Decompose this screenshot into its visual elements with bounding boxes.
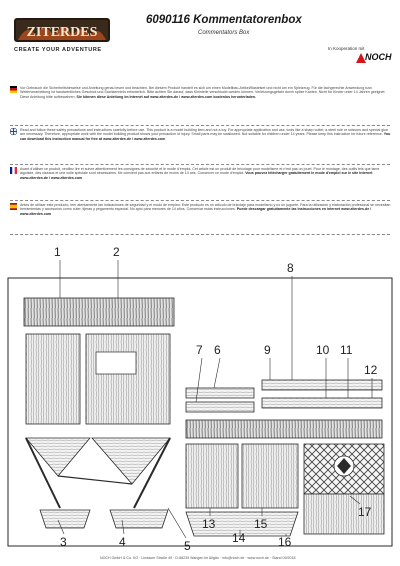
part-label-17: 17	[358, 505, 372, 519]
part-panel-15	[242, 444, 298, 508]
part-label-15: 15	[254, 517, 268, 531]
footer-address: NOCH GmbH & Co. KG · Lindauer Straße 49 · D-88239 Wangen im Allgäu · info@noch.de · www.noch.de · Stand 09/2018	[100, 556, 296, 560]
part-label-16: 16	[278, 535, 292, 549]
part-label-11: 11	[340, 343, 353, 357]
part-label-13: 13	[202, 517, 216, 531]
instructions-text-en: Read and follow these safety precautions and instructions carefully before use. This product is a model building item and not a toy. For appropriate application and use, tools like a sharp cutter, a steel rule or scissors and special glue are necessary. Therefore, appropriate work with the model building product shows your precaution of injury. Small parts may be swallowed. Not suitable for children under 14 years. Please keep this instruction for future reference. You can download this instruction manual for free at www.ziterdes.de / www.ziterdes.com	[20, 128, 391, 141]
part-panel-13	[186, 444, 238, 508]
instructions-text-de: Vor Gebrauch die Sicherheitshinweise und Anleitung genau lesen und beachten. Bei diesem Produkt handelt es sich um einen Modellbau-Artikel/Bastelset und nicht um ein Spielzeug. Für die fachgerechte Anwendung bzw. Weiterverarbeitung ist handwerkliches Geschick und Sachkenntnis erforderlich. Bitte achten Sie darauf, dass Kleinteile verschluckt werden können. Verletzungsgefahr durch spitze Kanten. Nicht für Kinder unter 14 Jahren geeignet. Diese Anleitung bitte aufbewahren. Sie können diese Anleitung im Internet auf www.ziterdes.de / www.ziterdes.com kostenlos herunterladen.	[20, 86, 386, 99]
svg-text:ZITERDES: ZITERDES	[26, 25, 98, 40]
part-label-6: 6	[214, 343, 221, 357]
part-foot-left	[40, 510, 90, 528]
brand-tagline: CREATE YOUR ADVENTURE	[14, 47, 102, 53]
part-label-4: 4	[119, 535, 126, 549]
part-label-5: 5	[184, 539, 191, 553]
part-foot-right	[110, 510, 168, 528]
product-title: 6090116 Kommentatorenbox	[146, 14, 302, 26]
part-label-7: 7	[196, 343, 203, 357]
instructions-text-fr: Avant d'utiliser ce produit, veuillez lire et suivre attentivement les consignes de sécurité et le mode d'emploi. Cet article est un produit de bricolage pour modélisme et n'est pas un jouet. Pour le montage, des outils tels que lame aiguisée, des ciseaux et une colle spéciale sont nécessaires. Ne convient pas aux enfants de moins de 14 ans. Conserver ce mode d'emploi. Vous pouvez télécharger gratuitement le mode d'emploi sur le site internet www.ziterdes.de / www.ziterdes.com	[20, 167, 380, 180]
product-subtitle: Commentators Box	[198, 30, 250, 36]
part-beam-11	[262, 398, 382, 408]
instructions-de	[10, 86, 394, 122]
instructions-en	[10, 128, 394, 160]
instructions-text-es: Antes de utilizar este producto, leer atentamente las indicaciones de seguridad y el modo de empleo. Este producto es un artículo de bricolaje para modelismo y no un juguete. Para la utilización y elaboración profesional se necesitan herramientas y accesorios como cúter, tijeras y pegamento especial. No apto para menores de 14 años. Conservar estas instrucciones. Puede descargar gratuitamente las instrucciones en internet www.ziterdes.de / www.ziterdes.com	[20, 203, 391, 216]
flag-uk-icon	[10, 128, 17, 135]
part-label-12: 12	[364, 363, 378, 377]
part-window-cutout	[96, 352, 136, 374]
part-label-1: 1	[54, 245, 61, 259]
flag-fr-icon	[10, 167, 17, 174]
parts-sheet-diagram	[0, 238, 400, 554]
part-label-3: 3	[60, 535, 67, 549]
part-roof-thatch	[24, 298, 174, 326]
part-front-panel	[86, 334, 170, 424]
divider	[10, 125, 390, 126]
noch-logo-text: NOCH	[365, 52, 392, 62]
part-label-14: 14	[232, 531, 246, 545]
part-label-8: 8	[287, 261, 294, 275]
instructions-es	[10, 203, 394, 231]
part-label-10: 10	[316, 343, 330, 357]
part-roof-strip	[186, 420, 382, 438]
cooperation-text: In Kooperation mit	[328, 46, 365, 51]
part-lattice-base	[304, 494, 384, 534]
noch-logo	[356, 52, 392, 64]
part-beam-9	[262, 380, 382, 390]
instructions-fr	[10, 167, 394, 197]
part-cross-brace	[58, 476, 132, 484]
part-beam-6	[186, 388, 254, 398]
divider	[10, 164, 390, 165]
part-side-panel-left	[26, 334, 80, 424]
part-beam-7	[186, 402, 254, 412]
divider	[10, 200, 390, 201]
part-label-2: 2	[113, 245, 120, 259]
flag-es-icon	[10, 203, 17, 210]
part-label-9: 9	[264, 343, 271, 357]
ziterdes-logo	[14, 12, 110, 48]
flag-de-icon	[10, 86, 17, 93]
divider	[10, 234, 390, 235]
